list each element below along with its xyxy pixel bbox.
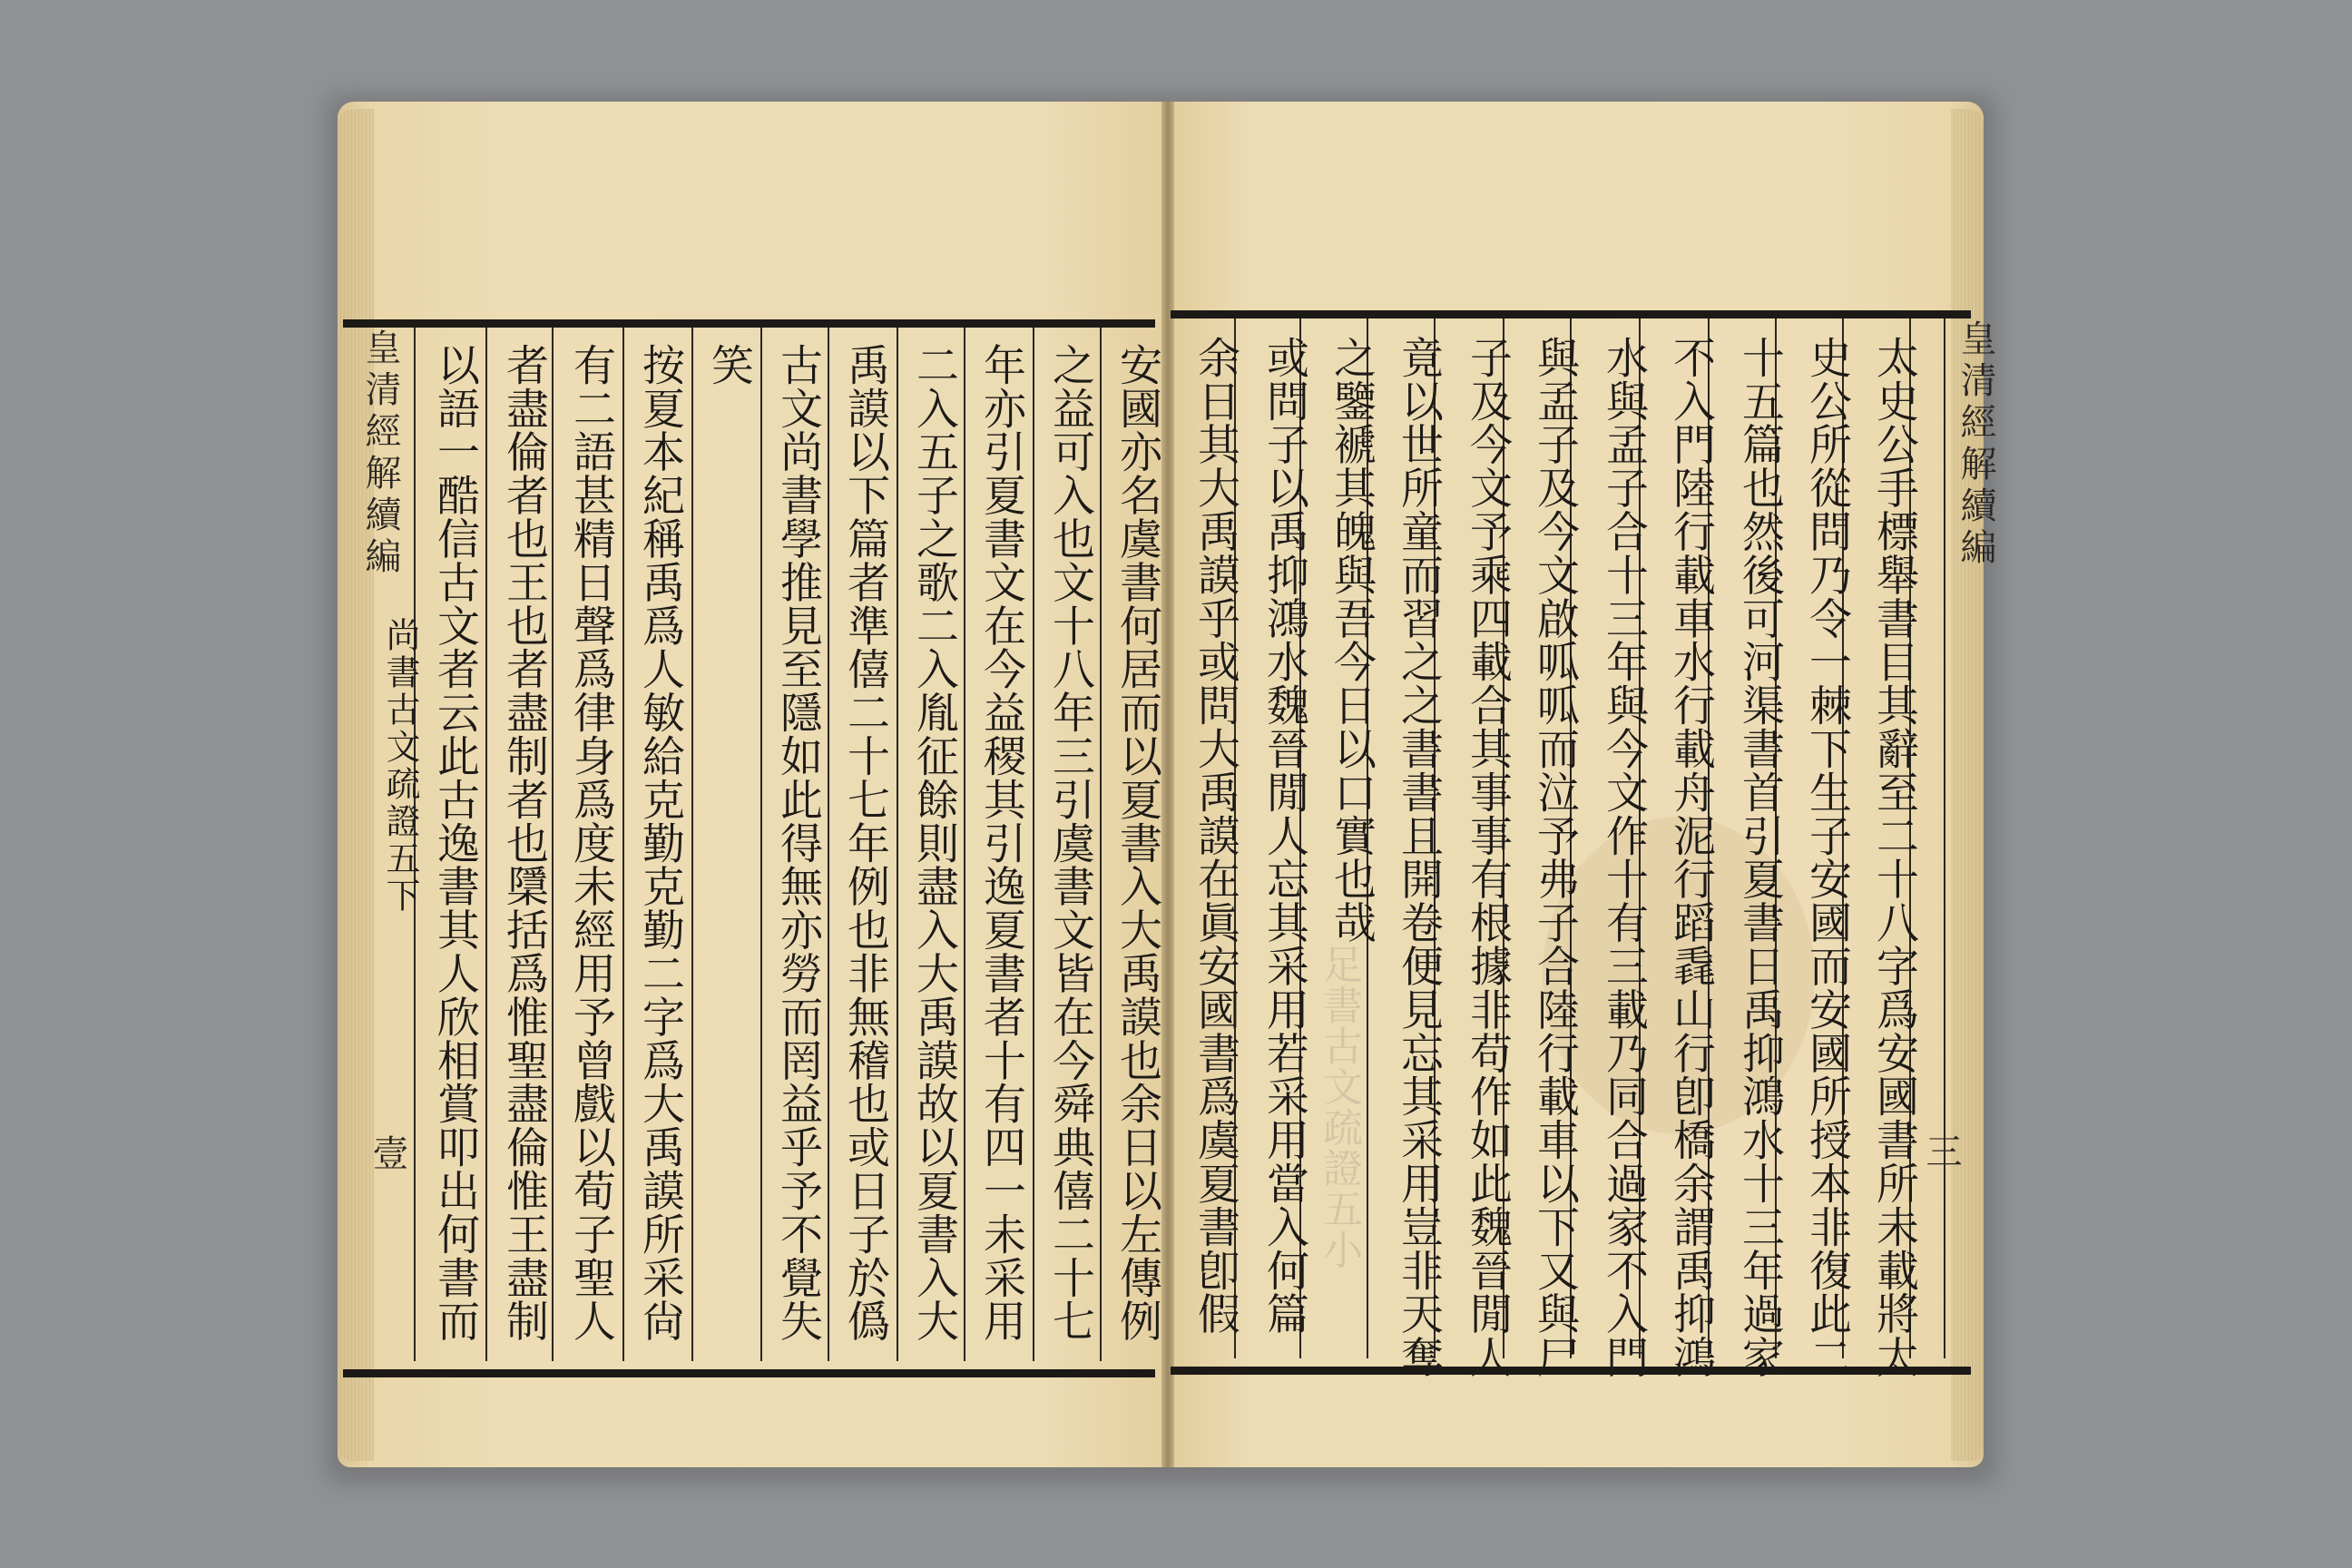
left-column-11: 以語一酷信古文者云此古逸書其人欣相賞叩出何書而 [430,343,480,1343]
right-column-10: 或問子以禹抑鴻水魏晉閒人忘其采用若采用當入何篇 [1259,336,1309,1336]
left-column-6: 古文尚書學推見至隱如此得無亦勞而罔益乎予不覺失 [773,343,823,1343]
right-column-2: 史公所從問乃令一棘下生子安國而安國所授本非復此二 [1802,336,1852,1379]
right-column-8: 竟以世所童而習之之書書且開卷便見忘其采用豈非天奪 [1394,336,1444,1379]
right-column-1: 太史公手標舉書目其辭至二十八字爲安國書所未載將太 [1869,336,1919,1379]
left-column-5: 禹謨以下篇者準僖二十七年例也非無稽也或日子於僞 [840,343,890,1343]
left-folio-number: 壹 [367,1134,408,1171]
left-margin-subtitle: 尚書古文疏證五下 [380,617,420,915]
right-column-11: 余日其大禹謨乎或問大禹謨在眞安國書爲虞夏書卽假 [1191,336,1240,1336]
right-folio-number: 三 [1920,1132,1962,1170]
left-margin-title: 皇清經解續編 [359,328,401,579]
right-column-7: 子及今文予乘四載合其事事有根據非苟作如此魏晉閒人 [1463,336,1513,1379]
bleed-through-text: 足書古文疏證五小 [1316,944,1362,1270]
left-column-1: 安國亦名虞書何居而以夏書入大禹謨也余日以左傳例 [1112,343,1162,1343]
left-column-7: 笑 [704,343,754,387]
left-column-2: 之益可入也文十八年三引虞書文皆在今舜典僖二十七 [1045,343,1095,1343]
left-column-4: 二入五子之歌二入胤征餘則盡入大禹謨故以夏書入大 [909,343,959,1343]
left-column-8: 按夏本紀稱禹爲人敏給克勤克勤二字爲大禹謨所采尙 [635,343,685,1343]
right-column-6: 與孟子及今文啟呱呱而泣予弗子合陸行載車以下又與尸 [1530,336,1580,1379]
right-margin-title: 皇清經解續編 [1955,319,1996,570]
right-column-5: 水與孟子合十三年與今文作十有三載乃同合過家不入門 [1599,336,1649,1379]
left-column-10: 者盡倫者也王也者盡制者也檃括爲惟聖盡倫惟王盡制 [499,343,549,1343]
right-column-4: 不入門陸行載車水行載舟泥行蹈毳山行卽橋余謂禹抑鴻 [1666,336,1716,1379]
right-column-9: 之鑒褫其魄與吾今日以口實也哉 [1327,336,1377,945]
right-column-3: 十五篇也然後可河渠書首引夏書日禹抑鴻水十三年過家 [1735,336,1785,1379]
left-column-9: 有二語甚精日聲爲律身爲度未經用予曾戲以荀子聖人 [566,343,616,1343]
left-column-3: 年亦引夏書文在今益稷其引逸夏書者十有四一未采用 [976,343,1026,1343]
